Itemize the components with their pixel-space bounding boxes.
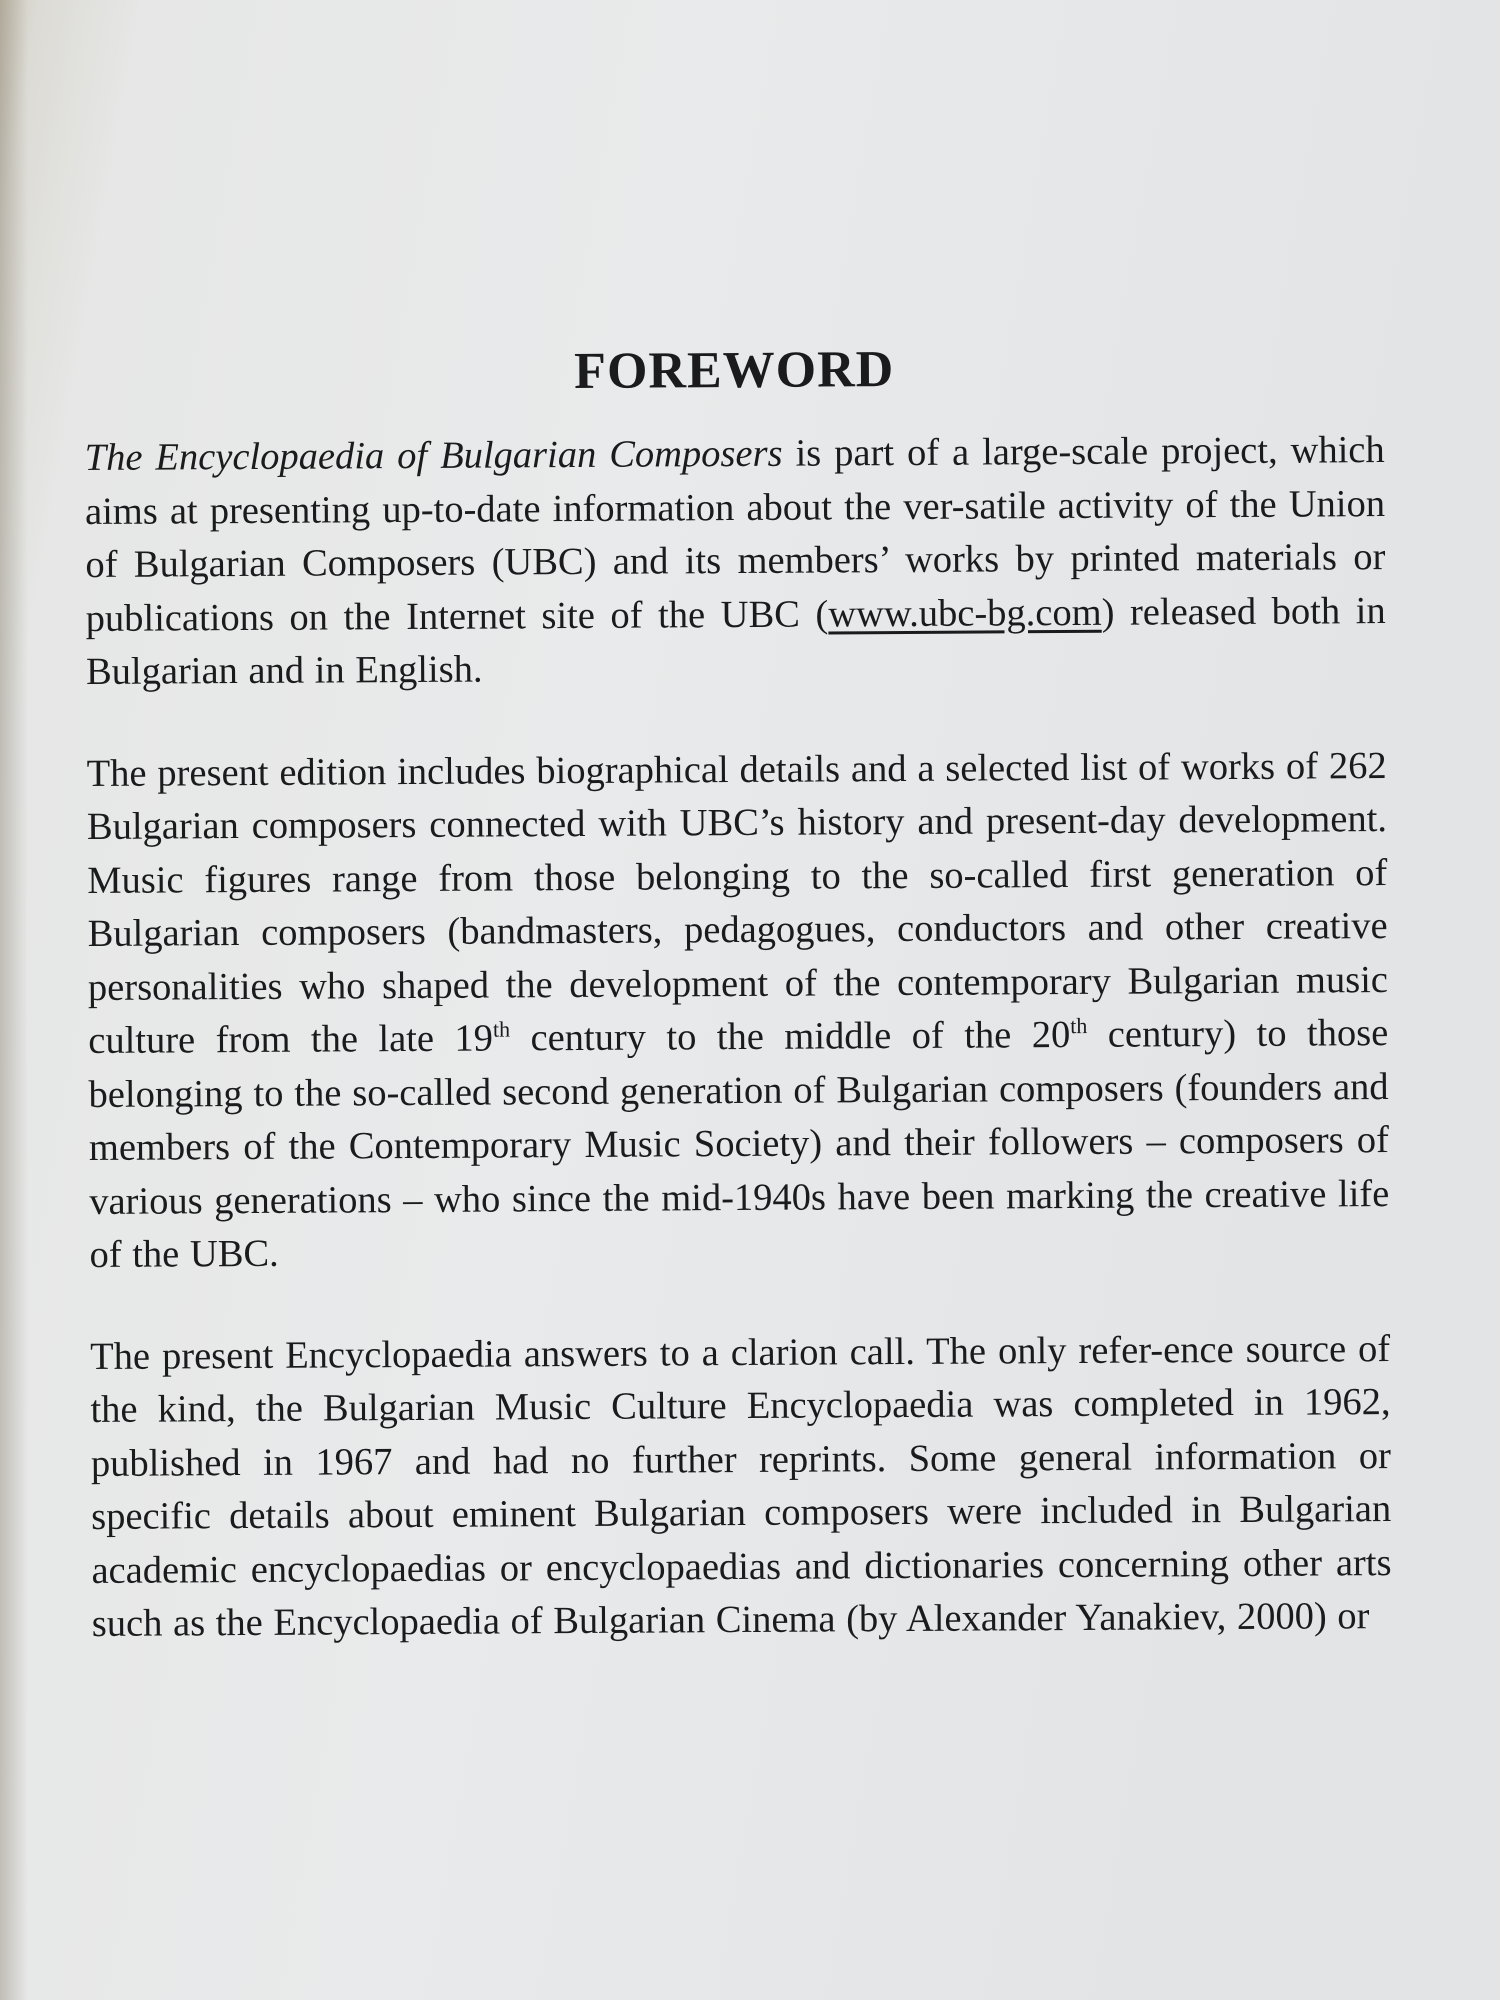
- page-gutter-shadow: [0, 0, 28, 2000]
- paragraph-2-text-c: century) to those belonging to the so-called second generation of Bulgarian composers (founders and members of the Contemporary Music Society) and their followers – composers of various generations – who since the mid-1940s have been marking the creative life of the UBC.: [88, 1012, 1390, 1276]
- paragraph-1: [85, 424, 1387, 699]
- paragraph-2: [86, 740, 1389, 1283]
- page-content: [84, 332, 1392, 1699]
- superscript-th: th: [492, 1016, 511, 1042]
- paragraph-1-text-a: is part of a large-scale project, which aims at presenting up-to-date information about the ver-satile activity of the Union of Bulgarian Composers (UBC) and its members’ works by printed materials or publications on the Internet site of the UBC (: [84, 429, 1386, 640]
- book-title: The Encyclopaedia of Bulgarian Composers: [84, 432, 783, 479]
- paragraph-2-text-a: The present edition includes biographical details and a selected list of works of 262 Bulgarian composers connected with UBC’s history and present-day development. Music figures range from those belonging to the so-called first generation of Bulgarian composers (bandmasters, pedagogues, conductors and other creative personalities who shaped the development of the contemporary Bulgarian music culture from the late 19: [86, 744, 1389, 1062]
- bleed-through-text: [70, 0, 1410, 330]
- page-title: FOREWORD: [574, 341, 895, 401]
- paragraph-2-text-b: century to the middle of the 20: [509, 1013, 1071, 1060]
- ubc-website-link[interactable]: www.ubc-bg.com: [828, 591, 1102, 635]
- superscript-th: th: [1070, 1013, 1088, 1039]
- paragraph-3: The present Encyclopaedia answers to a clarion call. The only refer-ence source of the kind, the Bulgarian Music Culture Encyclopaedia was completed in 1962, published in 1967 and had no further reprints. Some general information or specific details about eminent Bulgarian composers were included in Bulgarian academic encyclopaedias or encyclopaedias and dictionaries concerning other arts such as the Encyclopaedia of Bulgarian Cinema (by Alexander Yanakiev, 2000) or: [90, 1327, 1392, 1645]
- paragraph-1-text-b: ) released both in Bulgarian and in English.: [85, 589, 1386, 693]
